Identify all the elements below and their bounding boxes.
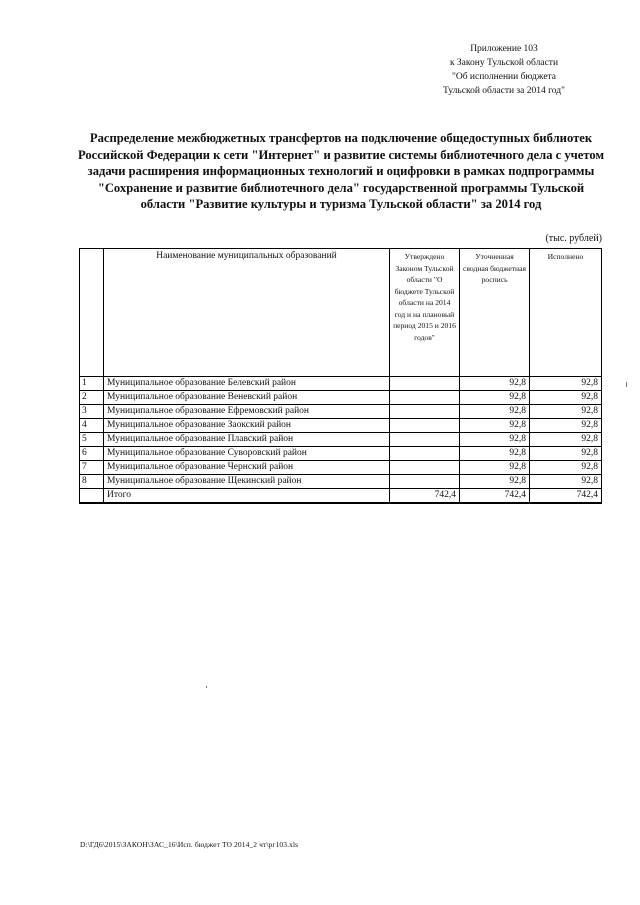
total-refined: 742,4 xyxy=(460,489,530,504)
row-index: 5 xyxy=(80,433,104,447)
row-index: 2 xyxy=(80,391,104,405)
document-title: Распределение межбюджетных трансфертов на подключение общедоступных библиотек Российской Федерации к сети "Интернет" и развитие системы библиотечного дела с учетом задачи расширения информационных технологий и оцифровки в рамках подпрограммы "Сохранение и развитие библиотечного дела" государственной программы Тульской области "Развитие культуры и туризма Тульской области" за 2014 год xyxy=(77,131,605,211)
table-row xyxy=(80,475,602,489)
table-row xyxy=(80,447,602,461)
scan-artifact xyxy=(206,686,207,688)
row-refined: 92,8 xyxy=(460,391,530,405)
row-name: Муниципальное образование Белевский район xyxy=(104,377,390,391)
row-refined: 92,8 xyxy=(460,433,530,447)
table-row xyxy=(80,461,602,475)
scan-artifact xyxy=(626,382,627,387)
row-index: 3 xyxy=(80,405,104,419)
header-approved: Утверждено Законом Тульской области "О бюджете Тульской области на 2014 год и на плановый период 2015 и 2016 годов" xyxy=(390,249,460,377)
row-refined: 92,8 xyxy=(460,405,530,419)
appendix-line-3: "Об исполнении бюджета xyxy=(451,72,557,82)
row-approved xyxy=(390,447,460,461)
table-row xyxy=(80,377,602,391)
row-executed: 92,8 xyxy=(530,405,602,419)
row-index: 1 xyxy=(80,377,104,391)
total-row xyxy=(80,489,602,504)
units-label: (тыс. рублей) xyxy=(545,233,602,244)
row-refined: 92,8 xyxy=(460,475,530,489)
row-name: Муниципальное образование Ефремовский район xyxy=(104,405,390,419)
row-index: 8 xyxy=(80,475,104,489)
row-index: 7 xyxy=(80,461,104,475)
file-path-footer: D:\ГД6\2015\ЗАКОН\ЗАС_16\Исп. бюджет ТО 2014_2 чт\рг103.xls xyxy=(80,840,299,849)
row-refined: 92,8 xyxy=(460,377,530,391)
row-executed: 92,8 xyxy=(530,377,602,391)
table-row xyxy=(80,433,602,447)
appendix-line-1: Приложение 103 xyxy=(470,44,538,54)
total-approved: 742,4 xyxy=(390,489,460,504)
row-executed: 92,8 xyxy=(530,433,602,447)
row-name: Муниципальное образование Плавский район xyxy=(104,433,390,447)
table-row xyxy=(80,405,602,419)
transfers-table xyxy=(79,248,602,504)
header-index xyxy=(80,249,104,377)
row-index: 6 xyxy=(80,447,104,461)
table-row xyxy=(80,391,602,405)
row-name: Муниципальное образование Веневский район xyxy=(104,391,390,405)
total-index xyxy=(80,489,104,504)
header-refined: Уточненная сводная бюджетная роспись xyxy=(460,249,530,377)
row-approved xyxy=(390,419,460,433)
table-header-row xyxy=(80,249,602,377)
appendix-line-2: к Закону Тульской области xyxy=(449,58,559,68)
header-executed: Исполнено xyxy=(530,249,602,377)
row-approved xyxy=(390,433,460,447)
total-executed: 742,4 xyxy=(530,489,602,504)
row-approved xyxy=(390,461,460,475)
row-approved xyxy=(390,377,460,391)
row-executed: 92,8 xyxy=(530,447,602,461)
row-approved xyxy=(390,391,460,405)
header-name: Наименование муниципальных образований xyxy=(104,249,390,377)
row-executed: 92,8 xyxy=(530,475,602,489)
row-name: Муниципальное образование Щекинский район xyxy=(104,475,390,489)
row-refined: 92,8 xyxy=(460,447,530,461)
row-refined: 92,8 xyxy=(460,419,530,433)
appendix-line-4: Тульской области за 2014 год" xyxy=(443,86,565,96)
row-executed: 92,8 xyxy=(530,419,602,433)
row-approved xyxy=(390,475,460,489)
row-index: 4 xyxy=(80,419,104,433)
row-name: Муниципальное образование Суворовский район xyxy=(104,447,390,461)
row-approved xyxy=(390,405,460,419)
table-row xyxy=(80,419,602,433)
appendix-block xyxy=(420,42,588,98)
total-label: Итого xyxy=(104,489,390,504)
row-name: Муниципальное образование Чернский район xyxy=(104,461,390,475)
row-name: Муниципальное образование Заокский район xyxy=(104,419,390,433)
row-refined: 92,8 xyxy=(460,461,530,475)
row-executed: 92,8 xyxy=(530,391,602,405)
row-executed: 92,8 xyxy=(530,461,602,475)
